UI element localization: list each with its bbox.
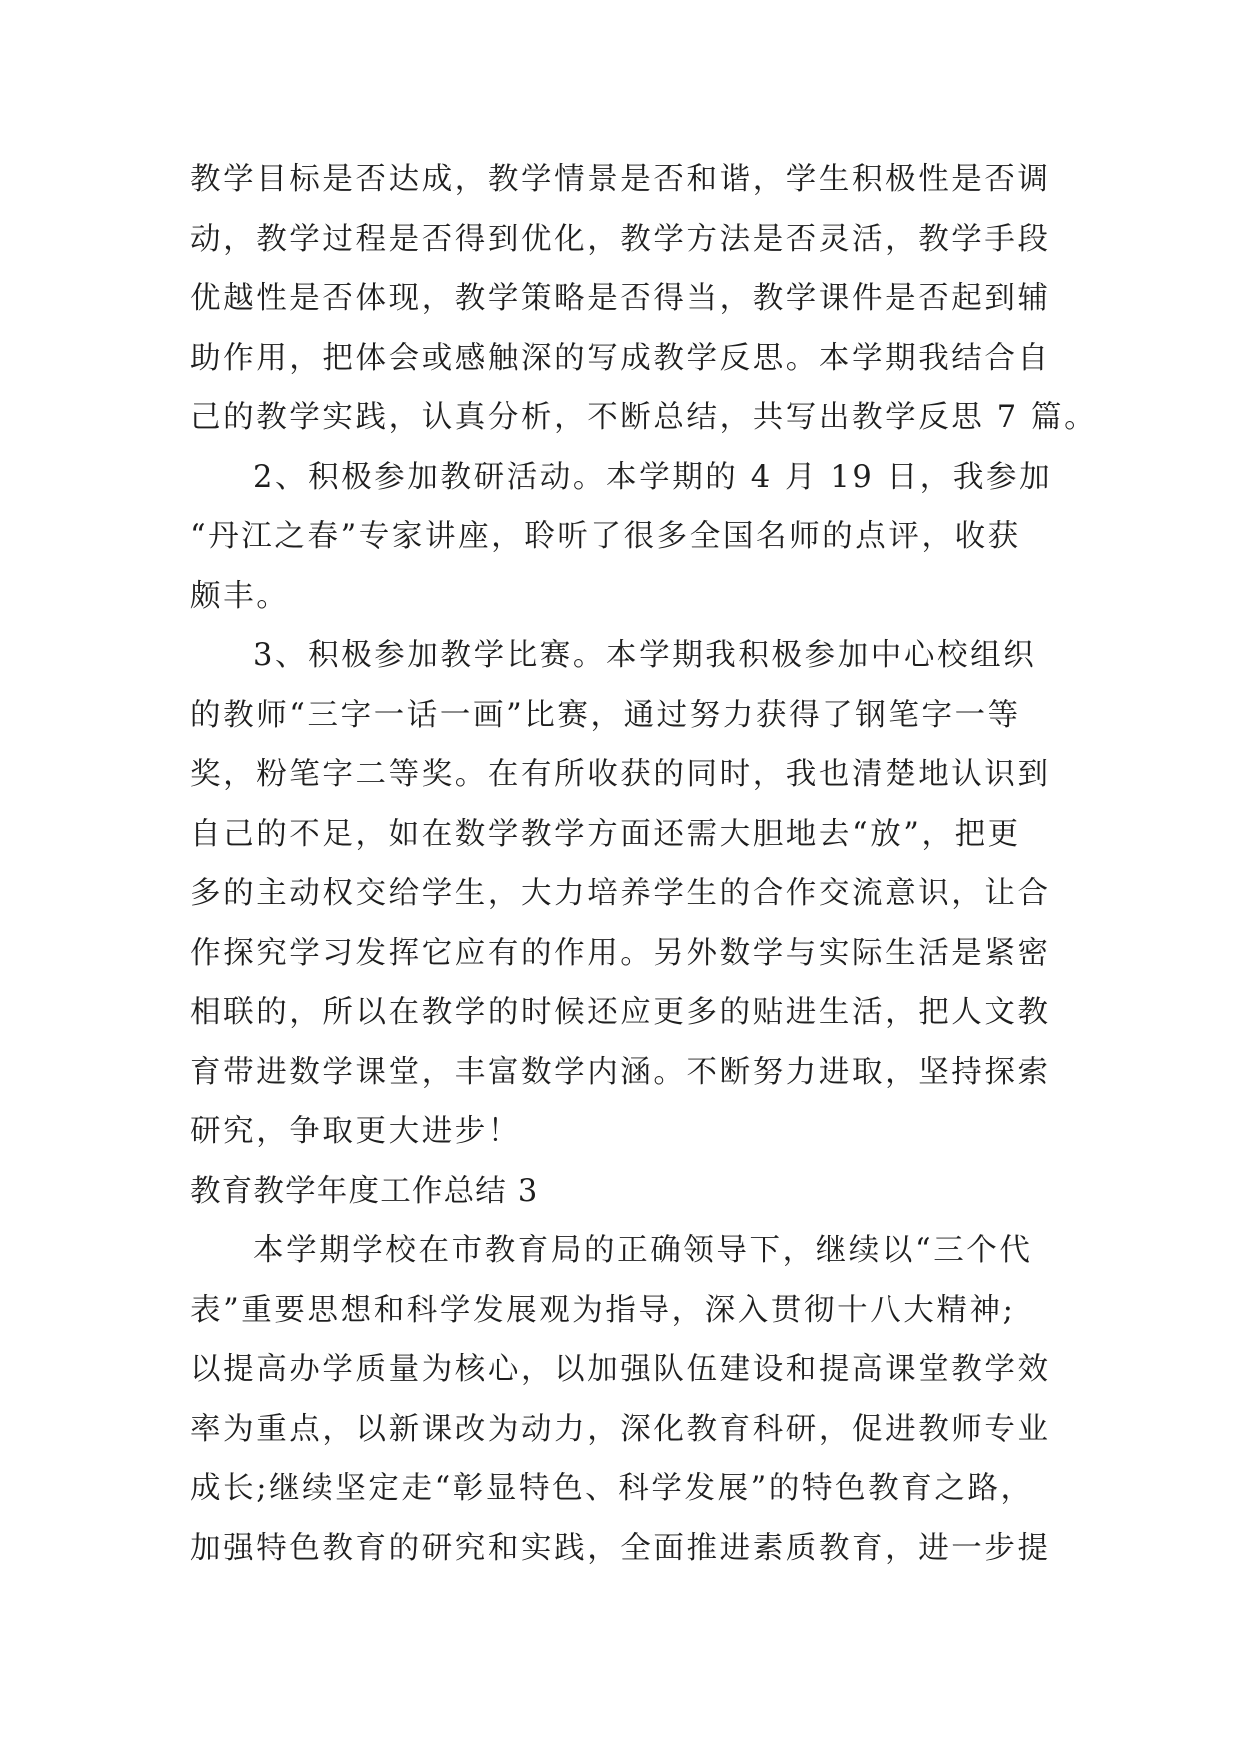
paragraph-first-line: 2、积极参加教研活动。本学期的 4 月 19 日，我参加 [253, 459, 1053, 495]
text-line: 动，教学过程是否得到优化，教学方法是否灵活，教学手段 [190, 221, 1051, 257]
text-line: 助作用，把体会或感触深的写成教学反思。本学期我结合自 [190, 340, 1051, 376]
text-line: 己的教学实践，认真分析，不断总结，共写出教学反思 7 篇。 [190, 400, 1098, 435]
text-line: 作探究学习发挥它应有的作用。另外数学与实际生活是紧密 [190, 935, 1051, 971]
paragraph-first-line: 3、积极参加教学比赛。本学期我积极参加中心校组织 [253, 638, 1037, 673]
document-body [190, 150, 1098, 1578]
text-line: 颇丰。 [190, 578, 290, 614]
text-line: 研究，争取更大进步！ [190, 1114, 521, 1149]
text-line: 育带进数学课堂，丰富数学内涵。不断努力进取，坚持探索 [190, 1054, 1051, 1090]
text-line: 教学目标是否达成，教学情景是否和谐，学生积极性是否调 [190, 162, 1051, 197]
text-line: 以提高办学质量为核心，以加强队伍建设和提高课堂教学效 [190, 1352, 1051, 1387]
section-heading: 教育教学年度工作总结 3 [190, 1173, 539, 1209]
text-line: 表”重要思想和科学发展观为指导，深入贯彻十八大精神; [190, 1292, 1016, 1328]
paragraph-first-line: 本学期学校在市教育局的正确领导下，继续以“三个代 [253, 1233, 1033, 1268]
text-line: 加强特色教育的研究和实践，全面推进素质教育，进一步提 [190, 1530, 1051, 1566]
text-line: 成长;继续坚定走“彰显特色、科学发展”的特色教育之路， [190, 1471, 1034, 1506]
text-line: 优越性是否体现，教学策略是否得当，教学课件是否起到辅 [190, 281, 1051, 316]
text-line: 的教师“三字一话一画”比赛，通过努力获得了钢笔字一等 [190, 697, 1021, 733]
text-line: 奖，粉笔字二等奖。在有所收获的同时，我也清楚地认识到 [190, 757, 1051, 792]
text-line: 率为重点，以新课改为动力，深化教育科研，促进教师专业 [190, 1411, 1051, 1447]
text-line: 自己的不足，如在数学教学方面还需大胆地去“放”，把更 [190, 816, 1021, 852]
text-line: “丹江之春”专家讲座，聆听了很多全国名师的点评，收获 [190, 519, 1021, 554]
text-line: 多的主动权交给学生，大力培养学生的合作交流意识，让合 [190, 876, 1051, 911]
text-line: 相联的，所以在教学的时候还应更多的贴进生活，把人文教 [190, 995, 1051, 1030]
